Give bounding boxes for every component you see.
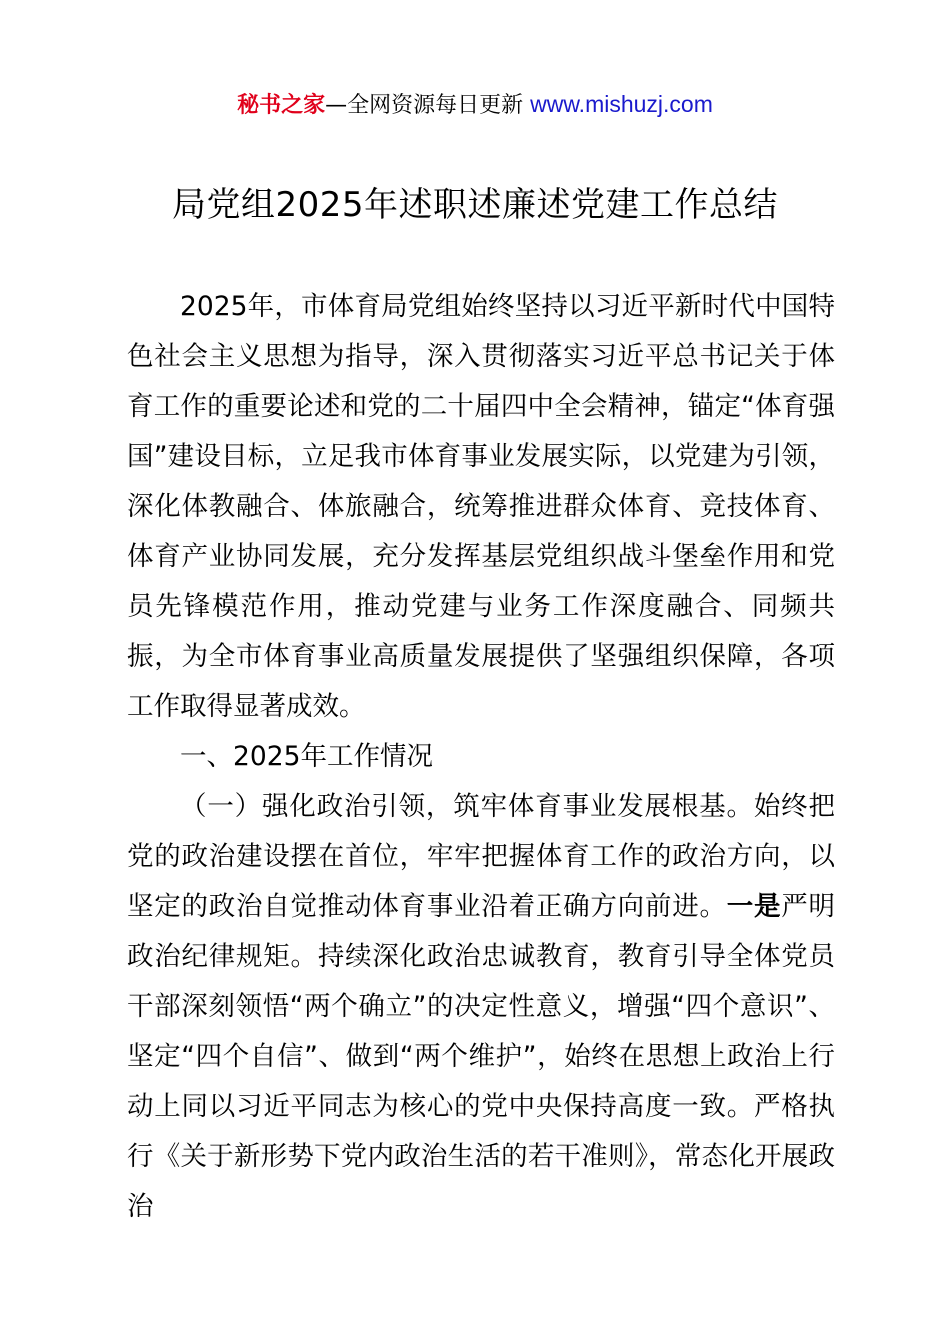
subsection-paragraph: [127, 782, 835, 1232]
intro-paragraph: 2025年，市体育局党组始终坚持以习近平新时代中国特色社会主义思想为指导，深入贯彻落实习近平总书记关于体育工作的重要论述和党的二十届四中全会精神，锚定“体育强国”建设目标，立足我市体育事业发展实际，以党建为引领，深化体教融合、体旅融合，统筹推进群众体育、竞技体育、体育产业协同发展，充分发挥基层党组织战斗堡垒作用和党员先锋模范作用，推动党建与业务工作深度融合、同频共振，为全市体育事业高质量发展提供了坚强组织保障，各项工作取得显著成效。: [127, 291, 835, 722]
header-slogan: —全网资源每日更新: [325, 93, 531, 118]
document-body: [127, 282, 835, 1232]
website-link[interactable]: www.mishuzj.com: [530, 91, 713, 117]
subsection-content: 严明政治纪律规矩。持续深化政治忠诚教育，教育引导全体党员干部深刻领悟“两个确立”的决定性意义，增强“四个意识”、坚定“四个自信”、做到“两个维护”，始终在思想上政治上行动上同以习近平同志为核心的党中央保持高度一致。严格执行《关于新形势下党内政治生活的若干准则》，常态化开展政治: [127, 891, 836, 1222]
subsection-lead: （一）强化政治引领，筑牢体育事业发展根基。始终把党的政治建设摆在首位，牢牢把握体育工作的政治方向，以坚定的政治自觉推动体育事业沿着正确方向前进。: [127, 791, 835, 922]
point-label: 一是: [726, 891, 782, 922]
brand-name: 秘书之家: [237, 93, 326, 118]
document-title: 局党组2025年述职述廉述党建工作总结: [171, 185, 779, 225]
page-header: [0, 86, 950, 124]
section-heading: 一、2025年工作情况: [180, 741, 433, 772]
